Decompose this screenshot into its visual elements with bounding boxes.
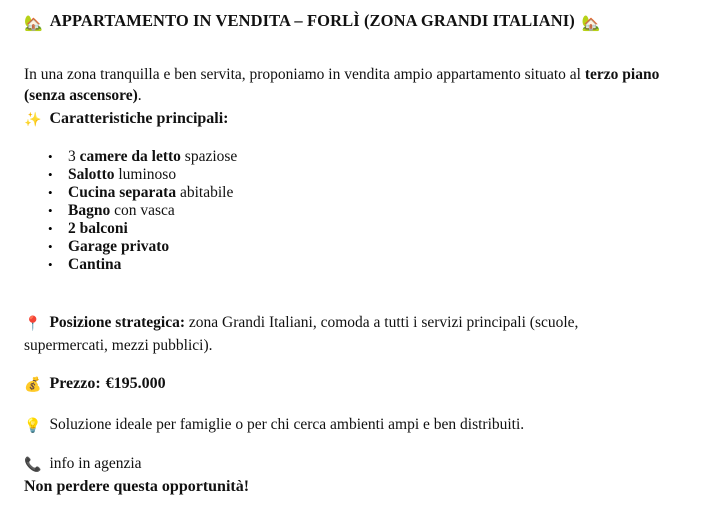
closing-call-to-action: Non perdere questa opportunità! [24,478,250,495]
location-paragraph [24,312,624,356]
list-item-emphasis: 2 balconi [68,220,128,237]
list-item-emphasis: Bagno [68,202,111,219]
light-bulb-icon: 💡 [24,418,42,434]
telephone-receiver-icon: 📞 [24,457,42,473]
page-title-text: APPARTAMENTO IN VENDITA – FORLÌ (ZONA GRANDI ITALIANI) [49,11,575,30]
price-label: Prezzo: [49,375,101,392]
list-item [0,220,660,238]
intro-text-emphasis: terzo piano (senza ascensore) [24,65,660,104]
list-item-emphasis: Garage privato [68,238,170,255]
list-item-suffix: spaziose [180,148,238,165]
list-item [0,238,660,256]
intro-paragraph [24,64,672,106]
money-bag-icon: 💰 [24,378,42,393]
location-label: Posizione strategica: [49,313,186,331]
list-item-suffix: con vasca [110,202,175,219]
list-item [0,202,660,220]
list-item-emphasis: Cantina [68,256,122,273]
page-title [24,10,684,35]
list-item [0,184,660,202]
list-item [0,166,660,184]
round-pushpin-icon: 📍 [24,316,42,332]
contact-text: info in agenzia [49,454,142,472]
house-with-garden-icon: 🏡 [24,16,43,32]
suitability-paragraph [24,414,624,437]
intro-text-tail: . [137,86,142,104]
list-item-emphasis: camere da letto [79,148,181,165]
suitability-text: Soluzione ideale per famiglie o per chi cerca ambienti ampi e ben distribuiti. [49,415,525,433]
features-list [0,148,660,274]
list-item [0,148,660,166]
list-item-suffix: luminoso [114,166,177,183]
list-item-prefix: 3 [68,148,80,165]
features-heading [24,108,664,131]
contact-paragraph [24,453,524,476]
features-heading-text: Caratteristiche principali: [49,110,229,127]
list-item-emphasis: Cucina separata [68,184,177,201]
list-item-suffix: abitabile [176,184,234,201]
price-paragraph [24,373,524,396]
price-value: €195.000 [105,375,166,392]
list-item [0,256,660,274]
house-with-garden-icon: 🏡 [581,16,601,32]
sparkles-icon: ✨ [24,113,42,128]
location-text: zona Grandi Italiani, comoda a tutti i servizi principali (scuole, supermercati, mezzi pubblici). [24,313,579,354]
intro-text-lead: In una zona tranquilla e ben servita, proponiamo in vendita ampio appartamento situato al [24,65,585,83]
list-item-emphasis: Salotto [68,166,115,183]
